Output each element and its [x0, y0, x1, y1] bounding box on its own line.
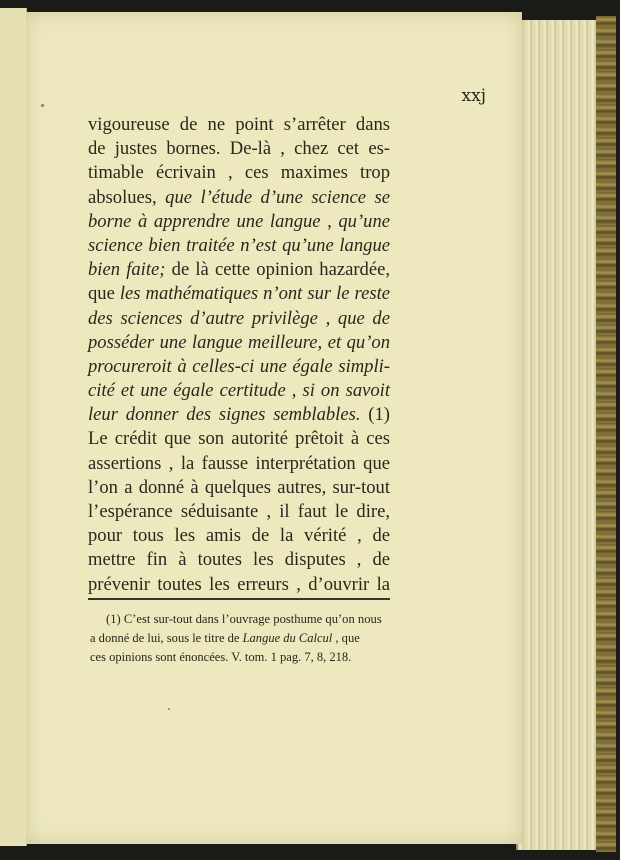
text-segment: mettre fin à toutes les disputes , de: [88, 549, 390, 571]
text-segment: vigoureuse de ne point s’arrêter dans: [88, 114, 390, 135]
italic-segment: les mathématiques n’ont sur le reste: [119, 283, 390, 305]
italic-segment: Langue du Calcul: [242, 631, 333, 645]
text-line: [88, 282, 390, 306]
text-line: [88, 427, 390, 451]
italic-segment: posséder une langue meilleure, et qu’on: [88, 331, 390, 353]
text-line: [88, 524, 390, 548]
italic-segment: des sciences d’autre privilège , que de: [88, 307, 390, 329]
text-line: [88, 161, 390, 185]
text-segment: a donné de lui, sous le titre de: [90, 631, 243, 645]
italic-segment: bien faite;: [88, 259, 166, 281]
text-line: [88, 258, 390, 282]
page-number: xxj: [461, 86, 486, 106]
book-cover-edge: [596, 16, 616, 852]
text-segment: (1): [360, 404, 390, 426]
text-segment: Le crédit que son autorité prêtoit à ces: [88, 428, 390, 450]
italic-segment: que l’étude d’une science se: [165, 186, 390, 208]
text-line: [88, 403, 390, 427]
text-line: [88, 137, 390, 161]
text-segment: que: [88, 283, 120, 305]
facing-page-edge: [0, 8, 27, 846]
text-line: [88, 548, 390, 572]
text-segment: absolues,: [88, 186, 166, 208]
italic-segment: borne à apprendre une langue , qu’une: [88, 210, 390, 232]
paper-speck: [168, 708, 170, 710]
text-segment: assertions , la fausse interprétation que: [88, 452, 390, 474]
footnote-rule: [88, 598, 390, 600]
text-segment: ces opinions sont énoncées. V. tom. 1 pag. 7, 8, 218.: [90, 650, 352, 664]
text-line: [88, 573, 390, 597]
text-line: [88, 355, 390, 379]
footnote-line: [100, 610, 392, 629]
italic-segment: science bien traitée n’est qu’une langue: [88, 234, 390, 256]
italic-segment: cité et une égale certitude , si on savoit: [88, 380, 390, 402]
paper-speck: [41, 104, 44, 107]
italic-segment: leur donner des signes semblables.: [88, 404, 361, 426]
text-segment: l’espérance séduisante , il faut le dire,: [88, 501, 390, 522]
text-line: [88, 210, 390, 234]
footnote-line: [90, 648, 392, 667]
italic-segment: procureroit à celles-ci une égale simpli-: [88, 355, 390, 377]
footnote-line: [90, 629, 392, 648]
text-line: [88, 307, 390, 331]
text-line: [88, 452, 390, 476]
text-line: [88, 234, 390, 258]
text-line: [88, 476, 390, 500]
body-text: [88, 113, 390, 597]
footnote: [90, 610, 392, 667]
text-line: [88, 331, 390, 355]
text-segment: de justes bornes. De-là , chez cet es-: [88, 138, 390, 160]
text-line: [88, 113, 390, 137]
text-line: [88, 500, 390, 524]
text-line: [88, 379, 390, 403]
text-segment: (1) C’est sur-tout dans l’ouvrage posthume qu’on nous: [106, 612, 382, 626]
text-segment: pour tous les amis de la vérité , de: [88, 525, 390, 547]
text-segment: prévenir toutes les erreurs , d’ouvrir la: [88, 573, 390, 595]
text-segment: de là cette opinion hazardée,: [165, 259, 390, 281]
text-segment: timable écrivain , ces maximes trop: [88, 162, 390, 184]
text-line: [88, 186, 390, 210]
text-segment: , que: [332, 631, 360, 645]
text-segment: l’on a donné à quelques autres, sur-tout: [88, 476, 390, 498]
